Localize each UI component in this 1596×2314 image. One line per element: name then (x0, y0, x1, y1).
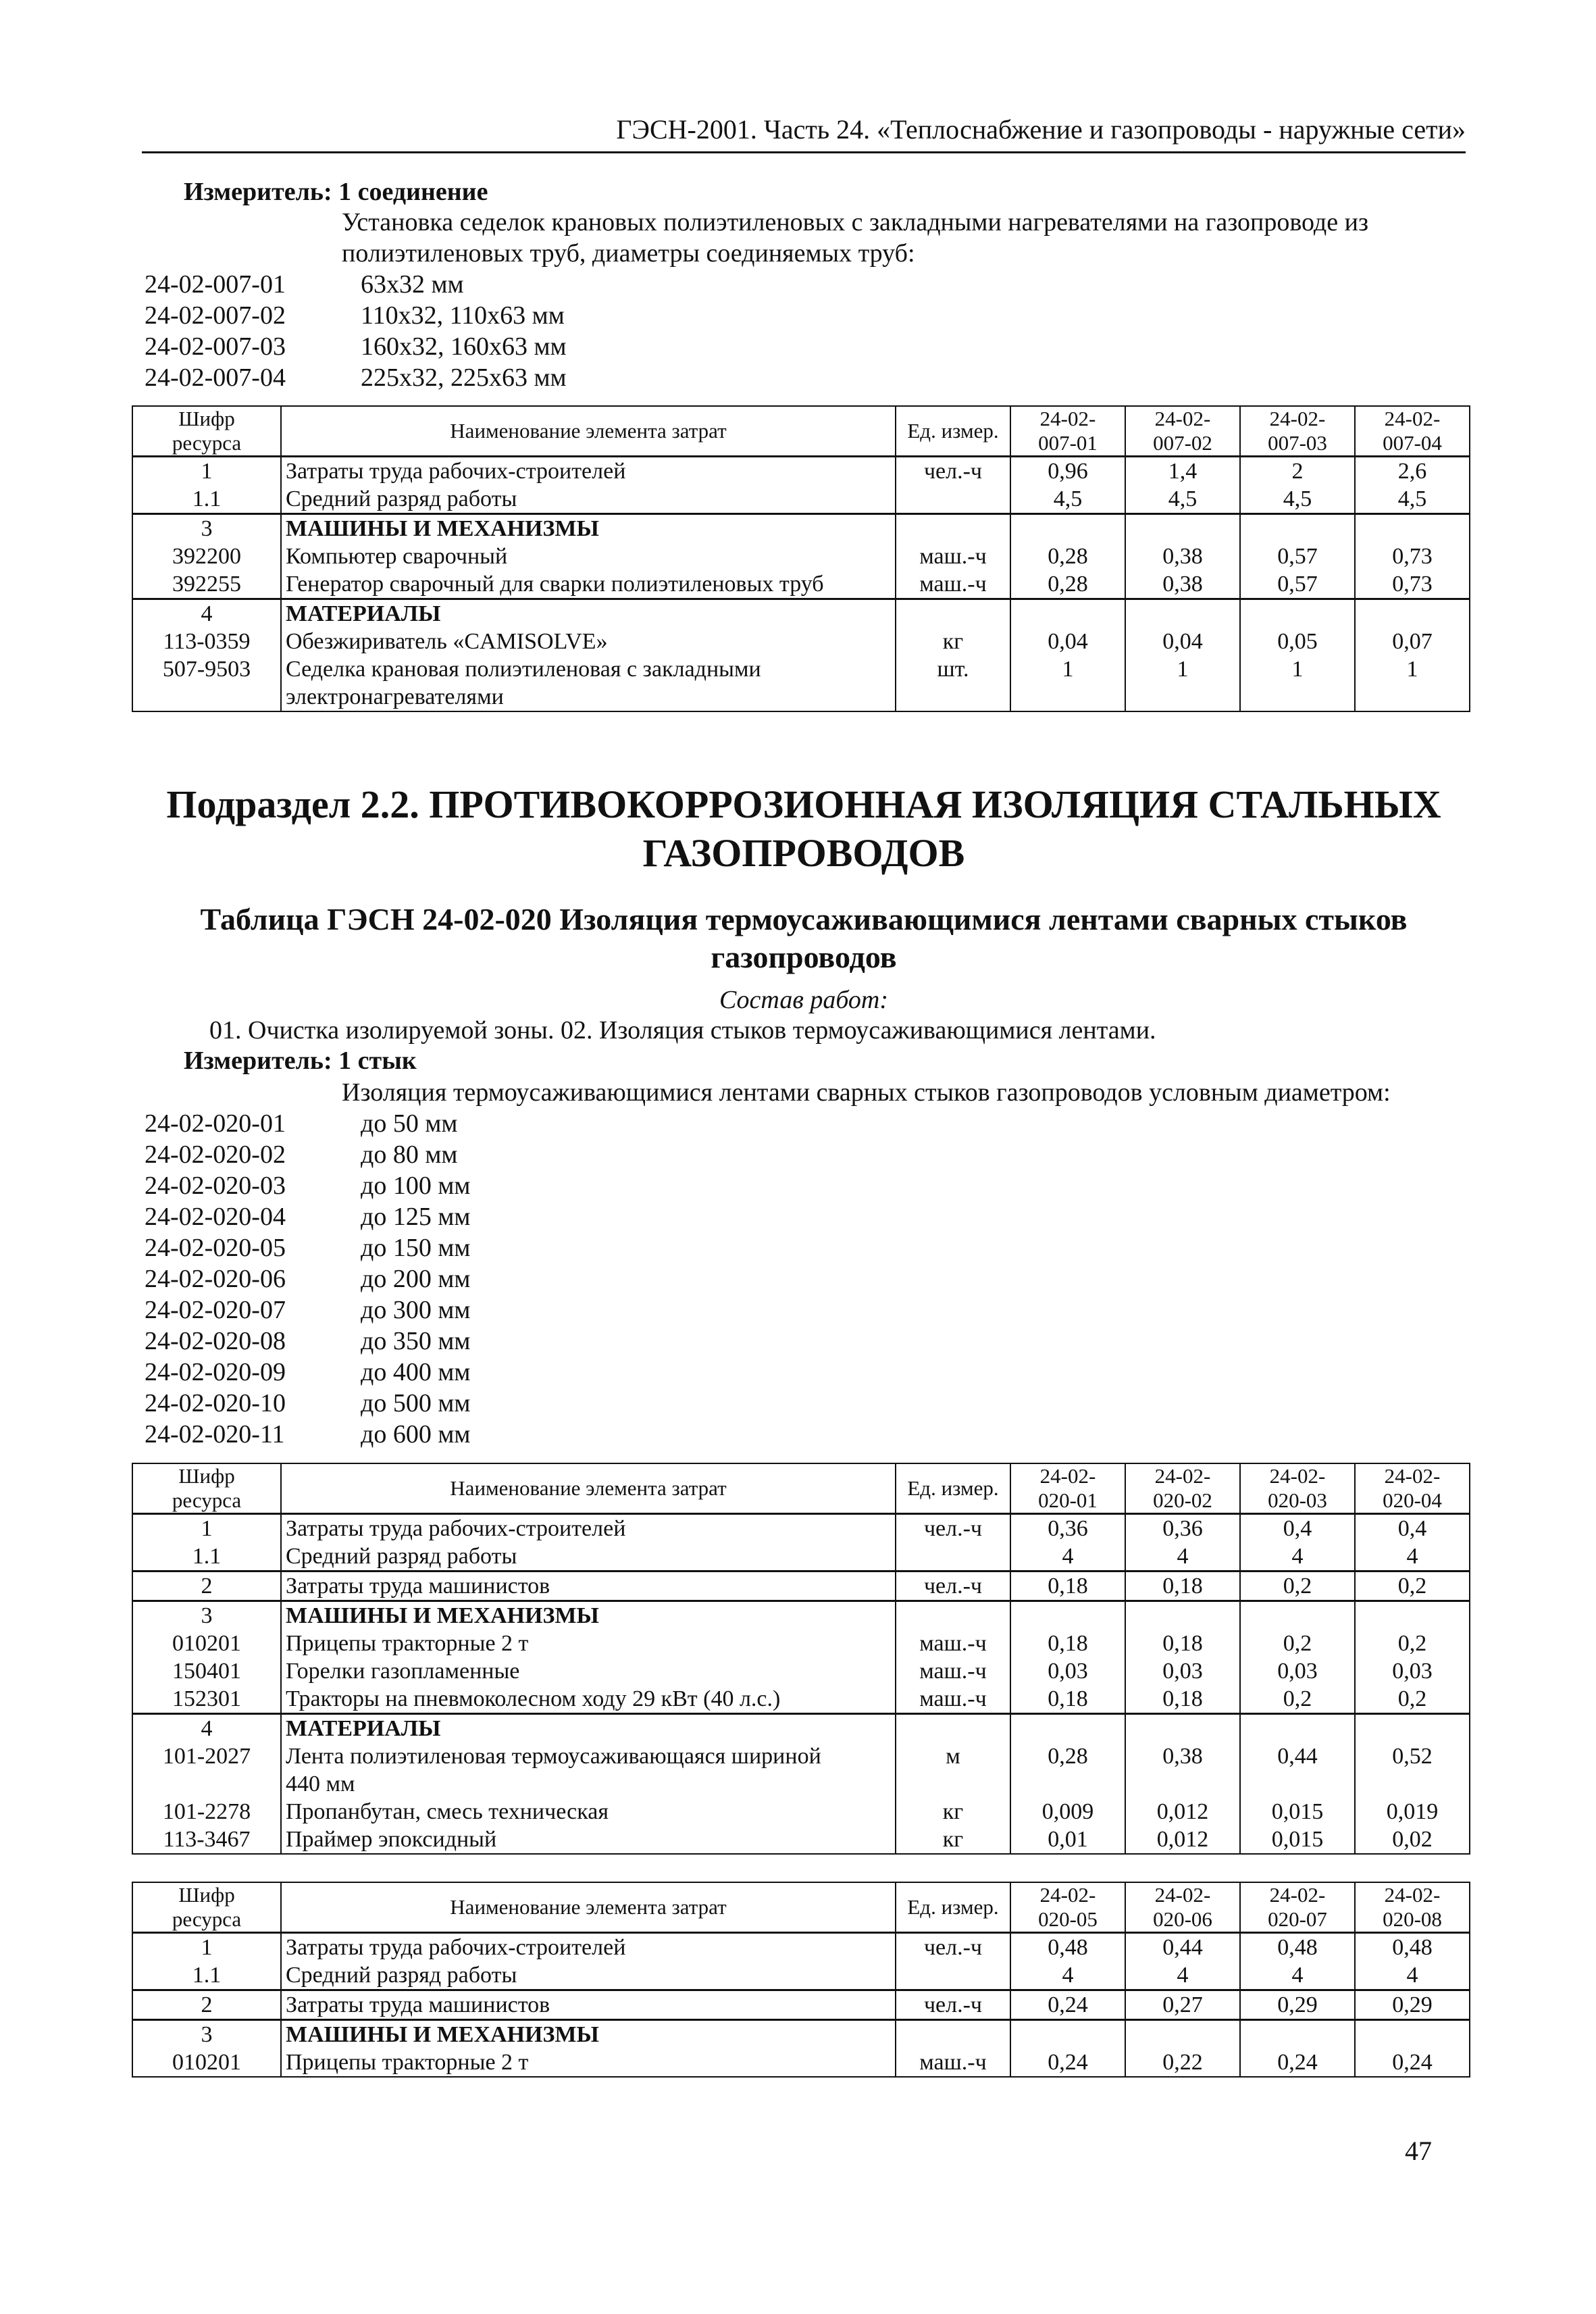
table-row: 2 Затраты труда машинистов чел.-ч 0,24 0,27 0,29 0,29 (132, 1990, 1470, 2020)
col-header-unit: Ед. измер. (896, 1463, 1010, 1514)
table-row: 101-2278 Пропанбутан, смесь техническая кг 0,009 0,012 0,015 0,019 (132, 1798, 1470, 1826)
intro-1-line-1: Установка седелок крановых полиэтиленовых с закладными нагревателями на газопроводе из (342, 208, 1368, 236)
code-list-2 (145, 1108, 470, 1450)
code-list-item: 24-02-020-11 до 600 мм (145, 1420, 471, 1449)
table-row: 113-0359 Обезжириватель «CAMISOLVE» кг 0,04 0,04 0,05 0,07 (132, 628, 1470, 655)
code-list-item: 24-02-020-10 до 500 мм (145, 1389, 471, 1417)
code-list-item: 24-02-020-04 до 125 мм (145, 1203, 471, 1231)
resource-table-2 (132, 1463, 1470, 1855)
measure-unit-1: Измеритель: 1 соединение (184, 178, 488, 206)
table-row: 010201 Прицепы тракторные 2 т маш.-ч 0,18 0,18 0,2 0,2 (132, 1630, 1470, 1657)
table-row: 3 МАШИНЫ И МЕХАНИЗМЫ (132, 2020, 1470, 2049)
table-header-row (132, 1463, 1470, 1514)
norm-code: 24-02-007-03 (145, 332, 286, 361)
code-list-item (145, 331, 567, 362)
code-list-item: 24-02-020-09 до 400 мм (145, 1358, 471, 1386)
col-header-norm: 24-02- 007-01 (1010, 406, 1125, 457)
table-row: 152301 Тракторы на пневмоколесном ходу 29 кВт (40 л.с.) маш.-ч 0,18 0,18 0,2 0,2 (132, 1685, 1470, 1714)
col-header-unit: Ед. измер. (896, 406, 1010, 457)
table-row: 3 МАШИНЫ И МЕХАНИЗМЫ (132, 514, 1470, 543)
intro-2: Изоляция термоусаживающимися лентами сварных стыков газопроводов условным диаметром: (342, 1078, 1391, 1107)
col-header-norm: 24-02- 007-03 (1240, 406, 1355, 457)
page-number: 47 (1405, 2136, 1432, 2166)
table-header-row (132, 406, 1470, 457)
table-row: 010201 Прицепы тракторные 2 т маш.-ч 0,24 0,22 0,24 0,24 (132, 2048, 1470, 2077)
norm-desc: 160х32, 160х63 мм (361, 332, 567, 361)
composition-text: 01. Очистка изолируемой зоны. 02. Изоляция стыков термоусаживающимися лентами. (209, 1016, 1156, 1045)
code-list-item: 24-02-020-06 до 200 мм (145, 1265, 471, 1293)
code-list-1 (145, 269, 567, 393)
norm-desc: 110х32, 110х63 мм (361, 301, 565, 330)
col-header-norm: 24-02- 020-07 (1240, 1882, 1355, 1933)
col-header-norm: 24-02- 020-06 (1125, 1882, 1240, 1933)
table-row: 2 Затраты труда машинистов чел.-ч 0,18 0,18 0,2 0,2 (132, 1571, 1470, 1601)
code-list-item: 24-02-020-08 до 350 мм (145, 1327, 471, 1355)
col-header-unit: Ед. измер. (896, 1882, 1010, 1933)
composition-label: Состав работ: (719, 986, 889, 1014)
running-header: ГЭСН-2001. Часть 24. «Теплоснабжение и газопроводы - наружные сети» (616, 114, 1466, 145)
table-row: 3 МАШИНЫ И МЕХАНИЗМЫ (132, 1601, 1470, 1630)
code-list-item: 24-02-020-02 до 80 мм (145, 1140, 458, 1169)
col-header-name: Наименование элемента затрат (281, 1463, 896, 1514)
norm-code: 24-02-007-01 (145, 270, 286, 299)
norm-desc: 63х32 мм (361, 270, 464, 299)
norm-code: 24-02-007-02 (145, 301, 286, 330)
intro-1-line-2: полиэтиленовых труб, диаметры соединяемых труб: (342, 239, 915, 268)
table-row: 101-2027 Лента полиэтиленовая термоусаживающаяся шириной 440 мм м 0,28 0,38 0,44 0,52 (132, 1742, 1470, 1798)
col-header-norm: 24-02- 007-04 (1355, 406, 1470, 457)
col-header-norm: 24-02- 020-01 (1010, 1463, 1125, 1514)
table-row: 1 Затраты труда рабочих-строителей чел.-ч 0,96 1,4 2 2,6 (132, 457, 1470, 486)
table-row: 150401 Горелки газопламенные маш.-ч 0,03 0,03 0,03 0,03 (132, 1657, 1470, 1685)
col-header-norm: 24-02- 020-08 (1355, 1882, 1470, 1933)
header-rule (142, 151, 1466, 153)
table-row: 1.1 Средний разряд работы 4 4 4 4 (132, 1542, 1470, 1571)
measure-unit-2: Измеритель: 1 стык (184, 1047, 417, 1075)
resource-table-3 (132, 1882, 1470, 2078)
code-list-item (145, 300, 567, 331)
table-title: Таблица ГЭСН 24-02-020 Изоляция термоусаживающимися лентами сварных стыков газопроводов (200, 902, 1408, 974)
table-row: 1 Затраты труда рабочих-строителей чел.-ч 0,48 0,44 0,48 0,48 (132, 1933, 1470, 1962)
resource-table-1 (132, 405, 1470, 712)
table-row: 4 МАТЕРИАЛЫ (132, 599, 1470, 628)
code-list-item (145, 269, 567, 300)
code-list-item: 24-02-020-01 до 50 мм (145, 1109, 458, 1138)
table-row: 1.1 Средний разряд работы 4 4 4 4 (132, 1961, 1470, 1990)
col-header-code: Шифр ресурса (132, 406, 281, 457)
section-title: Подраздел 2.2. ПРОТИВОКОРРОЗИОННАЯ ИЗОЛЯЦИЯ СТАЛЬНЫХ ГАЗОПРОВОДОВ (166, 782, 1441, 875)
table-row: 1 Затраты труда рабочих-строителей чел.-ч 0,36 0,36 0,4 0,4 (132, 1514, 1470, 1543)
table-row: 4 МАТЕРИАЛЫ (132, 1714, 1470, 1743)
code-list-item: 24-02-020-05 до 150 мм (145, 1234, 471, 1262)
col-header-code: Шифр ресурса (132, 1882, 281, 1933)
col-header-norm: 24-02- 020-04 (1355, 1463, 1470, 1514)
norm-code: 24-02-007-04 (145, 363, 286, 392)
col-header-norm: 24-02- 020-03 (1240, 1463, 1355, 1514)
code-list-item (145, 362, 567, 393)
col-header-norm: 24-02- 020-02 (1125, 1463, 1240, 1514)
table-row: 113-3467 Праймер эпоксидный кг 0,01 0,012 0,015 0,02 (132, 1826, 1470, 1854)
table-row: 392255 Генератор сварочный для сварки полиэтиленовых труб маш.-ч 0,28 0,38 0,57 0,73 (132, 570, 1470, 599)
norm-desc: 225х32, 225х63 мм (361, 363, 567, 392)
col-header-name: Наименование элемента затрат (281, 406, 896, 457)
col-header-norm: 24-02- 020-05 (1010, 1882, 1125, 1933)
col-header-code: Шифр ресурса (132, 1463, 281, 1514)
code-list-item: 24-02-020-03 до 100 мм (145, 1172, 471, 1200)
table-row: 507-9503 Седелка крановая полиэтиленовая с закладными электронагревателями шт. 1 1 1 1 (132, 655, 1470, 711)
table-row: 392200 Компьютер сварочный маш.-ч 0,28 0,38 0,57 0,73 (132, 543, 1470, 570)
code-list-item: 24-02-020-07 до 300 мм (145, 1296, 471, 1324)
table-row: 1.1 Средний разряд работы 4,5 4,5 4,5 4,5 (132, 485, 1470, 514)
col-header-norm: 24-02- 007-02 (1125, 406, 1240, 457)
table-header-row (132, 1882, 1470, 1933)
col-header-name: Наименование элемента затрат (281, 1882, 896, 1933)
